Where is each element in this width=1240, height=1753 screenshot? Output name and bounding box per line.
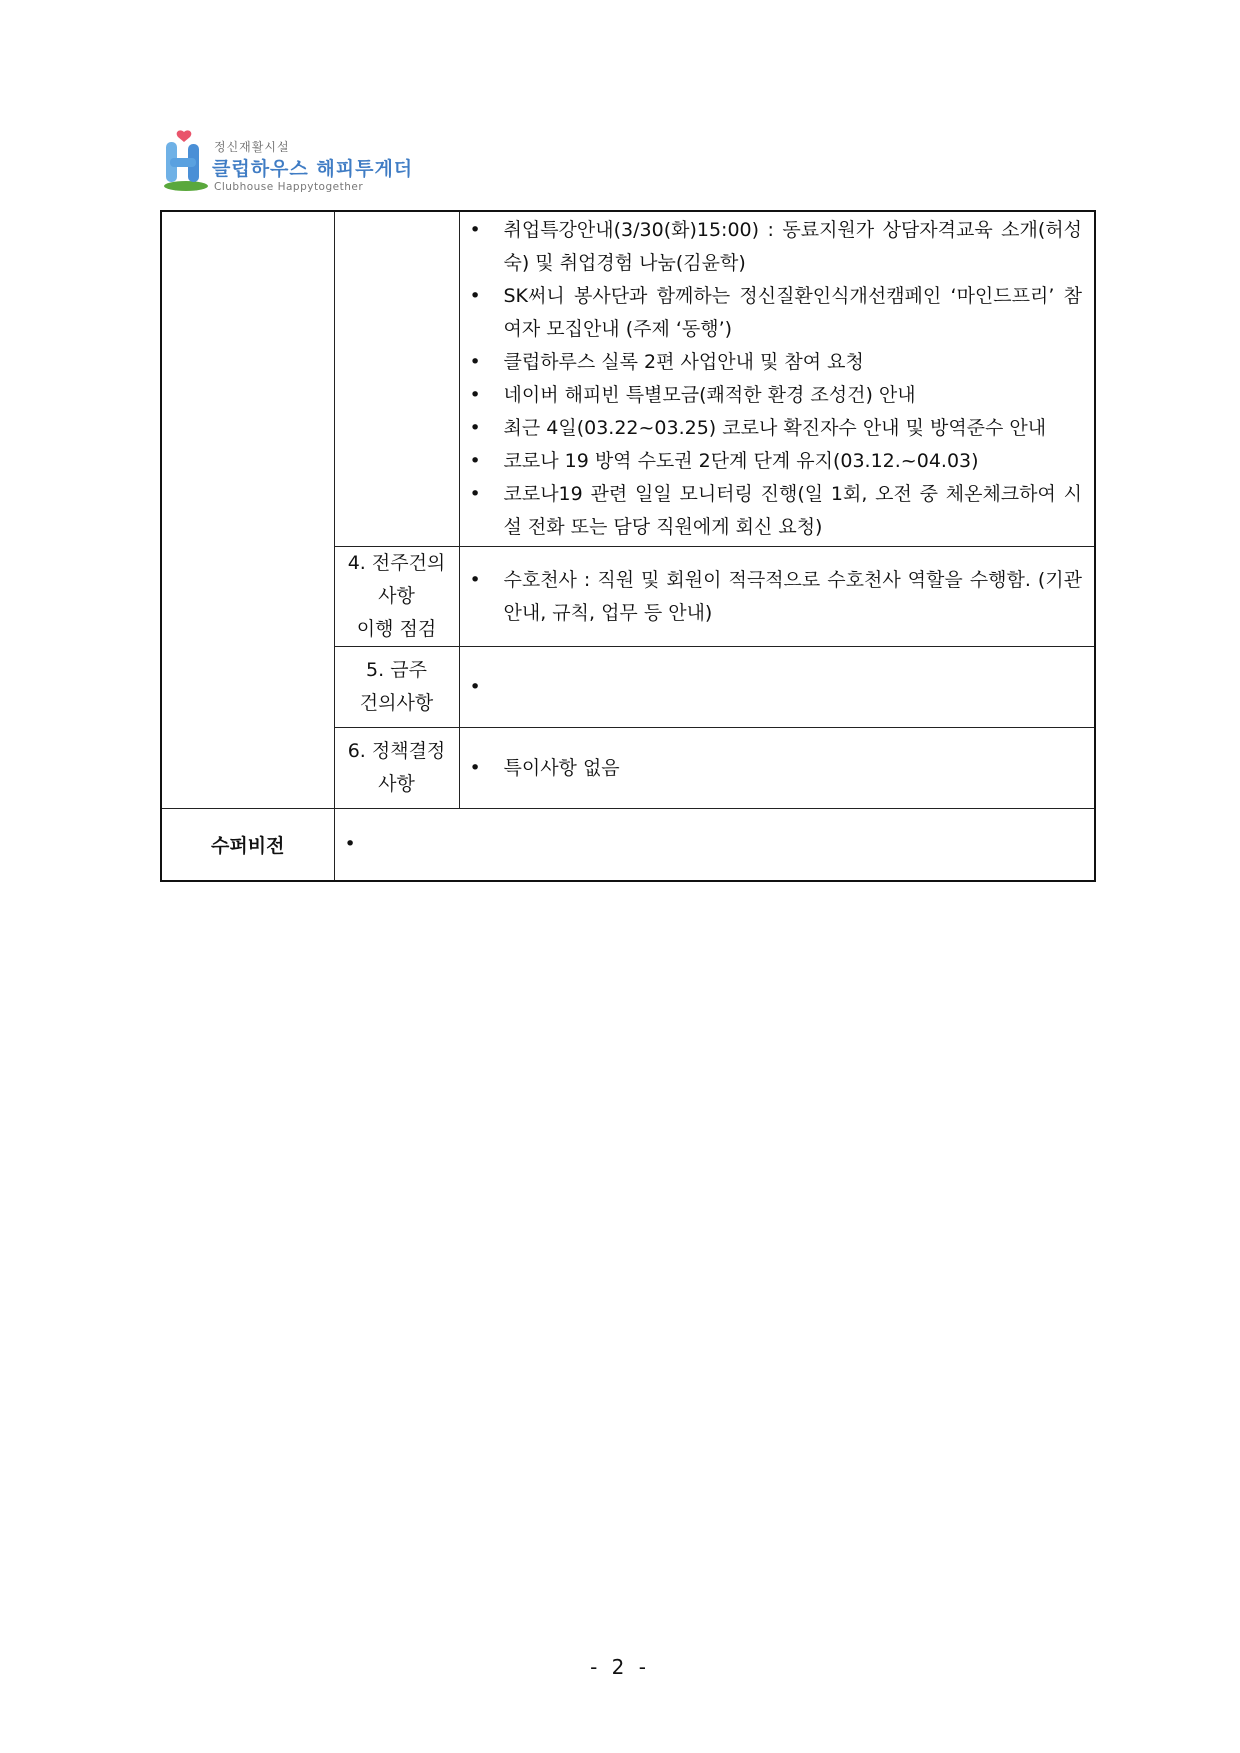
list-item: • SK써니 봉사단과 함께하는 정신질환인식개선캠페인 ‘마인드프리’ 참여자 모집안내 (주제 ‘동행’) (470, 280, 1083, 346)
list-item: • 네이버 해피빈 특별모금(쾌적한 환경 조성건) 안내 (470, 379, 1083, 412)
list-item: • 수호천사 : 직원 및 회원이 적극적으로 수호천사 역할을 수행함. (기관안내, 규칙, 업무 등 안내) (470, 564, 1083, 630)
merged-category-cell (161, 211, 334, 809)
list-item: • 최근 4일(03.22~03.25) 코로나 확진자수 안내 및 방역준수 안내 (470, 412, 1083, 445)
supervision-bullet: • (344, 832, 356, 855)
logo-english: Clubhouse Happytogether (214, 181, 364, 193)
row4-label (334, 547, 459, 647)
list-item: • 코로나19 관련 일일 모니터링 진행(일 1회, 오전 중 체온체크하여 시설 전화 또는 담당 직원에게 회신 요청) (470, 478, 1083, 544)
page-number: - 2 - (590, 1655, 650, 1679)
row6-list (460, 750, 1095, 787)
list-item: • 취업특강안내(3/30(화)15:00) : 동료지원가 상담자격교육 소개(허성숙) 및 취업경험 나눔(김윤학) (470, 214, 1083, 280)
row5-label-line2: 건의사항 (359, 692, 434, 714)
table-row (161, 809, 1095, 881)
row5-content (459, 647, 1095, 728)
row5-bullet: • (469, 675, 481, 698)
row5-label (334, 647, 459, 728)
empty-label-cell (334, 211, 459, 547)
supervision-content (334, 809, 1095, 881)
row5-label-line1: 5. 금주 (366, 659, 427, 681)
list-item: • 코로나 19 방역 수도권 2단계 단계 유지(03.12.~04.03) (470, 445, 1083, 478)
announcements-cell (459, 211, 1095, 547)
list-item: • 특이사항 없음 (470, 752, 1083, 785)
row4-label-line3: 이행 점검 (356, 618, 437, 640)
row6-label (334, 728, 459, 809)
row6-label-line1: 6. 정책결정 (347, 740, 446, 762)
clubhouse-logo (162, 130, 422, 200)
announcement-list (460, 212, 1095, 546)
row6-label-line2: 사항 (378, 773, 415, 795)
logo-subtitle: 정신재활시설 (214, 140, 290, 154)
row4-content (459, 547, 1095, 647)
logo-title: 클럽하우스 해피투게더 (212, 158, 414, 180)
logo-h-icon (162, 130, 210, 192)
list-item: • 클럽하루스 실록 2편 사업안내 및 참여 요청 (470, 346, 1083, 379)
table-row (161, 211, 1095, 547)
row4-list (460, 562, 1095, 632)
row6-content (459, 728, 1095, 809)
row4-label-line1: 4. 전주건의 (347, 552, 446, 574)
supervision-label: 수퍼비전 (161, 809, 334, 881)
minutes-table (160, 210, 1096, 882)
row4-label-line2: 사항 (378, 585, 415, 607)
